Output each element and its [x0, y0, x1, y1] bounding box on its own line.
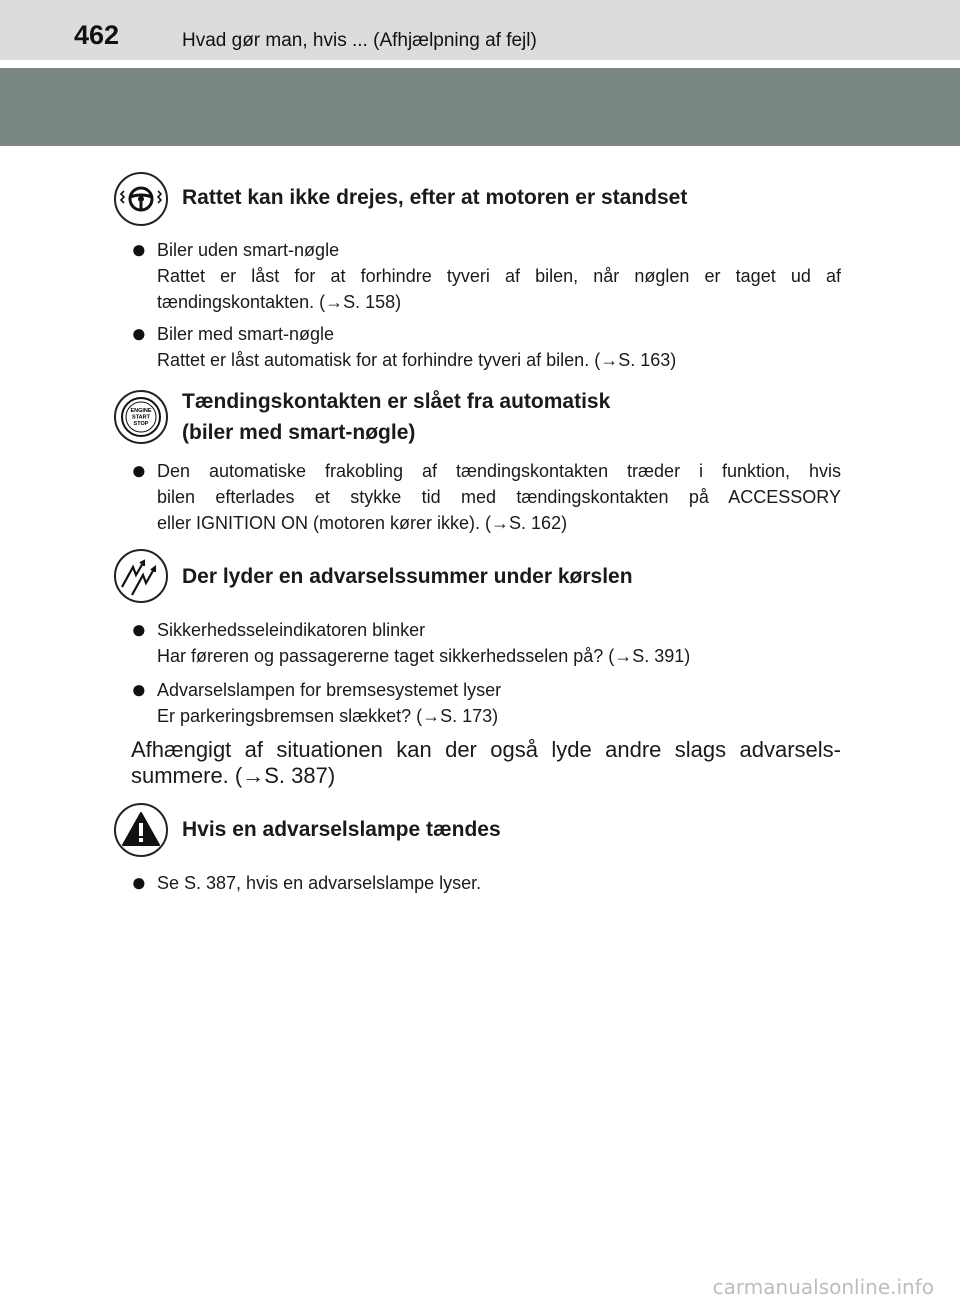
bullet-text-line: Rattet er låst automatisk for at forhindre tyveri af bilen. (→S. 163): [157, 350, 677, 370]
section-heading: Der lyder en advarselssummer under kørslen: [182, 565, 633, 588]
bullet-marker: ●: [131, 674, 147, 704]
bullet-text-line: Har føreren og passagererne taget sikkerhedsselen på? (→S. 391): [157, 646, 691, 666]
bullet-text-line: Se S. 387, hvis en advarselslampe lyser.: [157, 873, 482, 893]
svg-text:ENGINE: ENGINE: [130, 408, 152, 414]
section-heading: Rattet kan ikke drejes, efter at motoren er standset: [182, 186, 688, 209]
bullet-text-line: Er parkeringsbremsen slækket? (→S. 173): [157, 706, 499, 726]
bullet-marker: ●: [131, 234, 147, 264]
bullet-marker: ●: [131, 318, 147, 348]
bullet-marker: ●: [131, 614, 147, 644]
engine-start-stop-icon: [114, 390, 168, 444]
steering-wheel-icon: [114, 172, 168, 226]
paragraph-line: Afhængigt af situationen kan der også lyde andre slags advarsels-: [131, 737, 841, 762]
svg-text:START: START: [132, 414, 150, 421]
header-divider: [0, 60, 960, 68]
bullet-text-line: bilen efterlades et stykke tid med tændingskontakten på ACCESSORY: [157, 487, 841, 507]
bullet-text-line: Rattet er låst for at forhindre tyveri af bilen, når nøglen er taget ud af: [157, 266, 841, 286]
section-heading: Tændingskontakten er slået fra automatisk: [182, 390, 611, 413]
svg-text:STOP: STOP: [133, 421, 149, 427]
bullet-marker: ●: [131, 455, 147, 485]
bullet-text-line: Den automatiske frakobling af tændingskontakten træder i funktion, hvis: [157, 461, 841, 481]
paragraph-line: summere. (→S. 387): [131, 763, 336, 788]
running-header: Hvad gør man, hvis ... (Afhjælpning af fejl): [182, 30, 537, 51]
bullet-text-line: tændingskontakten. (→S. 158): [157, 292, 402, 312]
bullet-title: Biler med smart-nøgle: [157, 324, 335, 344]
bullet-marker: ●: [131, 867, 147, 897]
watermark: carmanualsonline.info: [712, 1275, 934, 1299]
bullet-title: Biler uden smart-nøgle: [157, 240, 340, 260]
page-number: 462: [74, 20, 120, 50]
chapter-band: [0, 68, 960, 146]
bullet-text-line: eller IGNITION ON (motoren kører ikke). (→S. 162): [157, 513, 568, 533]
bullet-title: Advarselslampen for bremsesystemet lyser: [157, 680, 502, 700]
warning-light-icon: [114, 803, 168, 857]
section-heading: Hvis en advarselslampe tændes: [182, 818, 501, 841]
bullet-title: Sikkerhedsseleindikatoren blinker: [157, 620, 426, 640]
warning-buzzer-icon: [114, 549, 168, 603]
section-heading: (biler med smart-nøgle): [182, 421, 416, 444]
